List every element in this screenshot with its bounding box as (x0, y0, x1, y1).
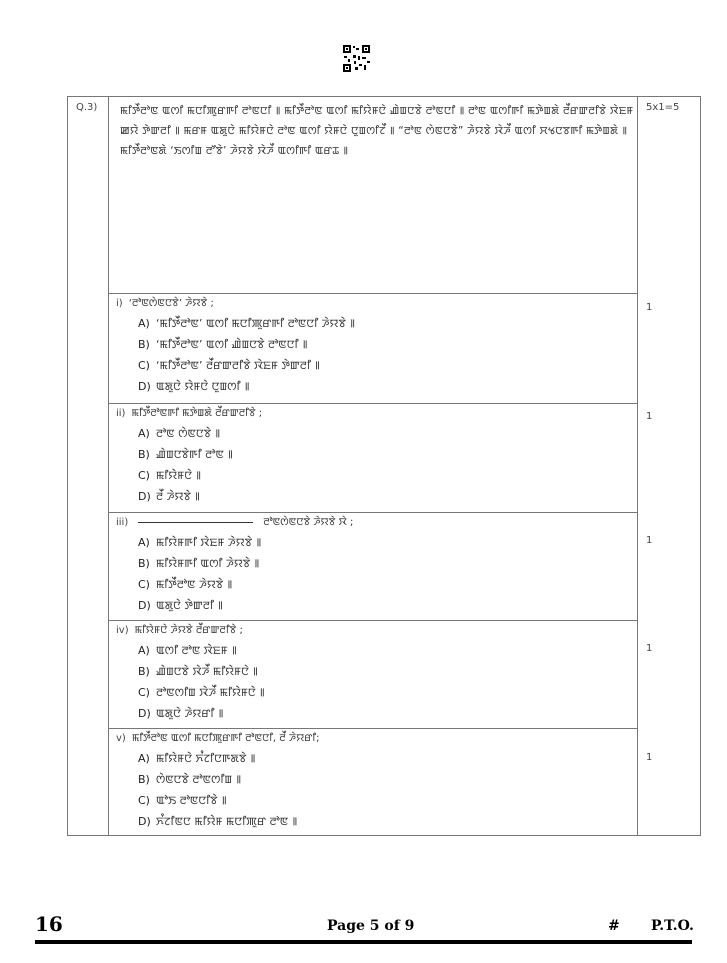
row-divider (108, 293, 637, 294)
stem-text: ‘ꯂꯣꯟꯁꯥꯟꯅꯕꯥ’ ꯍꯥꯌꯕꯥ ; (128, 298, 214, 309)
option-text: ‘ꯃꯤꯇꯩꯂꯣꯟ’ ꯂꯩꯔꯛꯂꯤꯕꯥ ꯋꯥꯐꯝ ꯇꯥꯛꯂꯤ ꯫ (156, 359, 320, 372)
subquestion-stem (116, 514, 636, 532)
footer-rule (35, 940, 692, 944)
option-text: ꯁꯥꯟꯅꯕꯥ ꯂꯣꯟꯁꯤꯡ ꯫ (156, 773, 242, 786)
option-letter: C) (138, 359, 150, 372)
option-b (116, 444, 636, 465)
subquestion-stem (116, 295, 636, 313)
option-text: ꯃꯤꯌꯥꯝꯒꯤ ꯋꯥꯐꯝ ꯍꯥꯌꯕꯥ ꯫ (156, 536, 262, 549)
option-b (116, 334, 636, 355)
marks-ii: 1 (646, 411, 653, 422)
option-a (116, 313, 636, 334)
subquestion-label: v) (116, 733, 126, 744)
row-divider (108, 620, 637, 621)
option-d (116, 486, 636, 507)
option-letter: B) (138, 665, 150, 678)
option-c (116, 465, 636, 486)
option-letter: A) (138, 427, 150, 440)
option-letter: B) (138, 773, 150, 786)
row-divider (108, 403, 637, 404)
stem-text: ꯂꯣꯟꯁꯥꯟꯅꯕꯥ ꯍꯥꯌꯕꯥ ꯋꯥ ; (263, 517, 354, 528)
option-text: ꯃꯤꯌꯥꯝꯅꯥ ꯫ (156, 469, 202, 482)
subquestion-ii (116, 405, 636, 507)
option-letter: D) (138, 599, 151, 612)
option-d (116, 595, 636, 616)
option-text: ꯂꯣꯟꯁꯤꯡ ꯋꯥꯍꯩ ꯃꯤꯌꯥꯝꯅꯥ ꯫ (156, 686, 265, 699)
marks-v: 1 (646, 752, 653, 763)
option-text: ꯃꯤꯌꯥꯝꯅꯥ ꯈꯪꯖꯤꯅꯒꯗꯕꯥ ꯫ (156, 752, 256, 765)
fill-in-blank (138, 522, 253, 523)
option-letter: A) (138, 752, 150, 765)
qr-code (343, 45, 370, 72)
option-letter: C) (138, 794, 150, 807)
option-text: ꯑꯗꯨꯅꯥ ꯍꯥꯌꯔꯤ ꯫ (156, 707, 224, 720)
row-divider (108, 728, 637, 729)
subquestion-label: iii) (116, 517, 129, 528)
option-b (116, 769, 636, 790)
option-text: ‘ꯃꯤꯇꯩꯂꯣꯟ’ ꯑꯁꯤ ꯃꯅꯤꯄꯨꯔꯒꯤ ꯂꯣꯟꯅꯤ ꯍꯥꯌꯕꯥ ꯫ (156, 317, 356, 330)
option-c (116, 574, 636, 595)
question-table (67, 96, 701, 836)
hash-symbol: # (608, 918, 620, 934)
option-text: ꯃꯤꯇꯩꯂꯣꯟ ꯍꯥꯌꯕꯥ ꯫ (156, 578, 233, 591)
option-letter: B) (138, 338, 150, 351)
page-number: Page 5 of 9 (327, 918, 415, 934)
option-letter: B) (138, 448, 150, 461)
option-b (116, 553, 636, 574)
option-letter: D) (138, 815, 151, 828)
marks-i: 1 (646, 302, 653, 313)
subquestion-label: i) (116, 298, 123, 309)
paper-code: 16 (35, 912, 63, 936)
option-letter: C) (138, 578, 150, 591)
option-a (116, 423, 636, 444)
option-letter: A) (138, 536, 150, 549)
stem-text: ꯃꯤꯌꯥꯝꯅꯥ ꯍꯥꯌꯕꯥ ꯂꯩꯔꯛꯂꯤꯕꯥ ; (134, 625, 243, 636)
option-letter: B) (138, 557, 150, 570)
subquestion-iv (116, 622, 636, 724)
option-text: ꯑꯁꯤ ꯂꯣꯟ ꯋꯥꯐꯝ ꯫ (156, 644, 237, 657)
question-number: Q.3) (76, 102, 98, 113)
option-text: ꯑꯗꯨꯅꯥ ꯌꯥꯝꯅꯥ ꯅꯨꯡꯁꯤ ꯫ (156, 380, 250, 393)
option-text: ꯈꯪꯖꯤꯟꯅ ꯃꯤꯌꯥꯝ ꯃꯅꯤꯄꯨꯔ ꯂꯣꯟ ꯫ (156, 815, 298, 828)
passage-text: ꯃꯤꯇꯩꯂꯣꯟ ꯑꯁꯤ ꯃꯅꯤꯄꯨꯔꯒꯤ ꯂꯣꯟꯅꯤ ꯫ ꯃꯤꯇꯩꯂꯣꯟ ꯑꯁꯤ ꯃꯤꯌꯥꯝꯅꯥ ꯉꯥꯡꯅꯕꯥ ꯂꯣꯟꯅꯤ ꯫ ꯂꯣꯟ ꯑꯁꯤꯒꯤ ꯃꯇꯥꯡꯗꯥ ꯂꯩꯔꯛꯂꯤꯕꯥ ꯋꯥꯐꯝ ꯀꯌꯥ ꯇꯥꯛꯂꯤ ꯫ ꯃꯔꯝ ꯑꯗꯨꯅꯥ ꯃꯤꯌꯥꯝꯅꯥ ꯂꯣꯟ ꯑꯁꯤ ꯌꯥꯝꯅꯥ ꯅꯨꯡꯁꯤꯖꯩ ꯫ “ꯂꯣꯟ ꯁꯥꯟꯅꯕꯥ” ꯍꯥꯌꯕꯥ ꯋꯥꯍꯩ ꯑꯁꯤ ꯆꯠꯅꯕꯒꯤ ꯃꯇꯥꯡꯗꯥ ꯫ ꯃꯤꯇꯩꯂꯣꯟꯗꯥ ‘ꯏꯁꯤꯡ ꯂꯧꯕꯥ’ ꯍꯥꯌꯕꯥ ꯋꯥꯍꯩ ꯑꯁꯤꯒꯤ ꯑꯔꯊ ꯫ (120, 105, 634, 157)
subquestion-iii (116, 514, 636, 616)
subquestion-stem (116, 405, 636, 423)
row-divider (108, 512, 637, 513)
option-d (116, 811, 636, 832)
option-a (116, 532, 636, 553)
option-text: ‘ꯃꯤꯇꯩꯂꯣꯟ’ ꯑꯁꯤ ꯉꯥꯡꯅꯕꯥ ꯂꯣꯟꯅꯤ ꯫ (156, 338, 308, 351)
option-letter: C) (138, 686, 150, 699)
option-text: ꯃꯤꯌꯥꯝꯒꯤ ꯑꯁꯤ ꯍꯥꯌꯕꯥ ꯫ (156, 557, 260, 570)
option-text: ꯂꯣꯟ ꯁꯥꯟꯅꯕꯥ ꯫ (156, 427, 221, 440)
marks-iii: 1 (646, 535, 653, 546)
option-text: ꯂꯩ ꯍꯥꯌꯕꯥ ꯫ (156, 490, 200, 503)
subquestion-stem (116, 730, 636, 748)
option-c (116, 355, 636, 376)
option-text: ꯑꯗꯨꯅꯥ ꯇꯥꯛꯂꯤ ꯫ (156, 599, 223, 612)
option-a (116, 640, 636, 661)
pto-label: P.T.O. (651, 918, 694, 934)
subquestion-v (116, 730, 636, 832)
option-b (116, 661, 636, 682)
subquestion-label: iv) (116, 625, 129, 636)
option-letter: C) (138, 469, 150, 482)
option-d (116, 376, 636, 397)
subquestion-label: ii) (116, 408, 126, 419)
marks-iv: 1 (646, 643, 653, 654)
option-c (116, 682, 636, 703)
option-letter: A) (138, 317, 150, 330)
option-letter: A) (138, 644, 150, 657)
subquestion-i (116, 295, 636, 397)
option-text: ꯉꯥꯡꯅꯕꯥꯒꯤ ꯂꯣꯟ ꯫ (156, 448, 233, 461)
column-divider (108, 97, 109, 835)
option-letter: D) (138, 490, 151, 503)
option-letter: D) (138, 380, 151, 393)
stem-text: ꯃꯤꯇꯩꯂꯣꯟꯒꯤ ꯃꯇꯥꯡꯗꯥ ꯂꯩꯔꯛꯂꯤꯕꯥ ; (131, 408, 263, 419)
total-marks: 5x1=5 (646, 102, 680, 113)
option-letter: D) (138, 707, 151, 720)
option-a (116, 748, 636, 769)
option-c (116, 790, 636, 811)
option-d (116, 703, 636, 724)
column-divider (637, 97, 638, 835)
option-text: ꯑꯣꯏ ꯂꯣꯟꯅꯤꯕꯥ ꯫ (156, 794, 227, 807)
subquestion-stem (116, 622, 636, 640)
stem-text: ꯃꯤꯇꯩꯂꯣꯟ ꯑꯁꯤ ꯃꯅꯤꯄꯨꯔꯒꯤ ꯂꯣꯟꯅꯤ, ꯂꯩ ꯍꯥꯌꯔꯤ; (131, 733, 320, 744)
option-text: ꯉꯥꯡꯅꯕꯥ ꯋꯥꯍꯩ ꯃꯤꯌꯥꯝꯅꯥ ꯫ (156, 665, 258, 678)
